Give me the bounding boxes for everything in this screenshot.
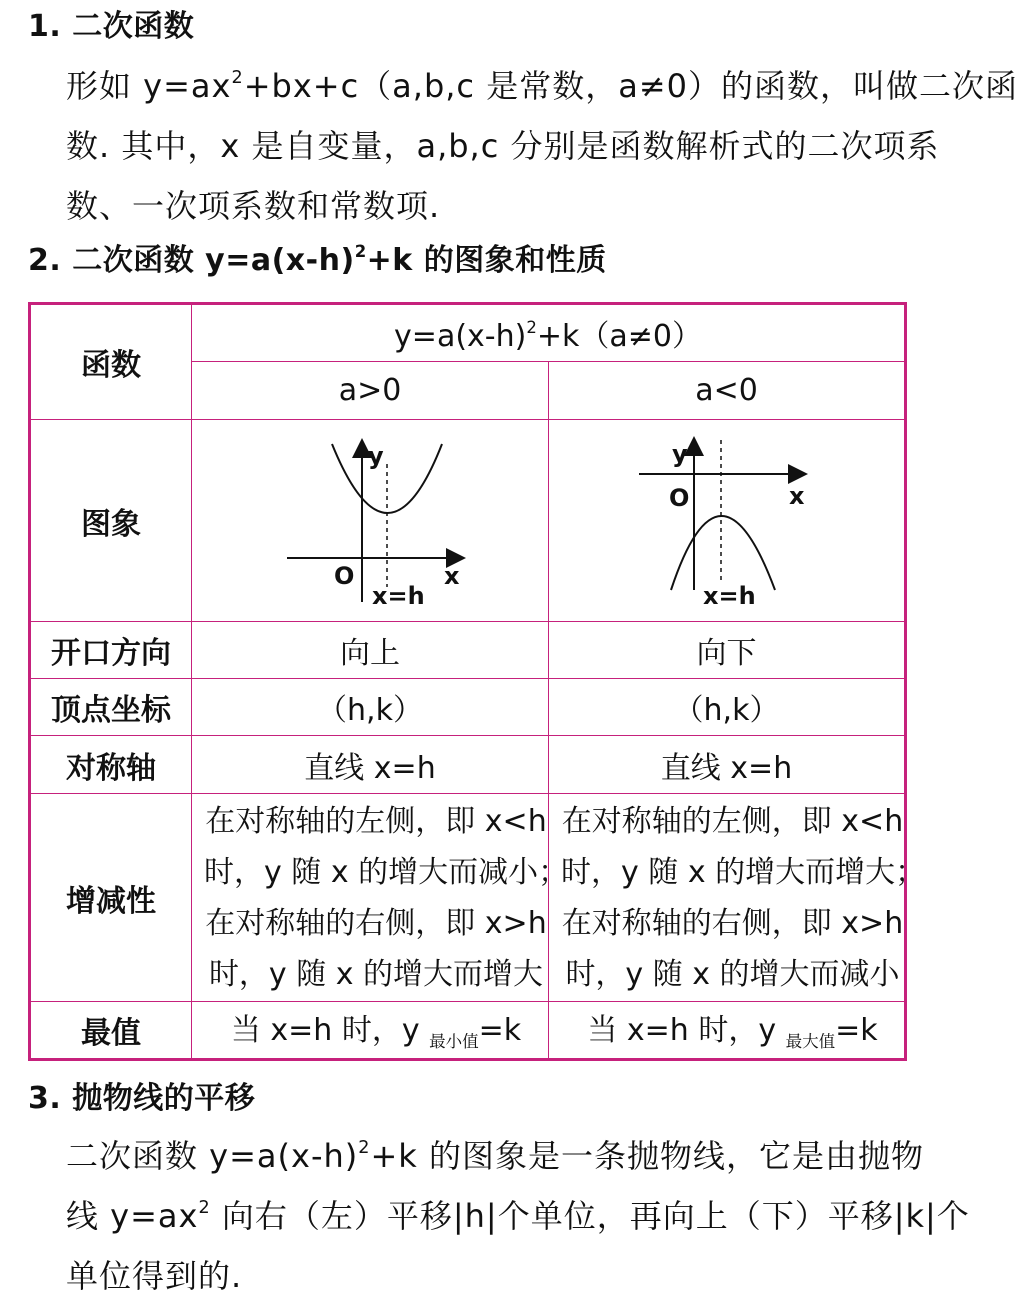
y-axis-label: y	[368, 441, 384, 470]
vertex-negative: （h,k）	[549, 679, 906, 736]
section-1-heading: 1. 二次函数	[28, 9, 195, 44]
monotonic-positive-line-2: 时，y 随 x 的增大而减小；	[204, 854, 569, 890]
row-label-axis: 对称轴	[30, 736, 192, 794]
monotonic-positive-line-4: 时，y 随 x 的增大而增大	[208, 956, 544, 992]
row-label-extreme: 最值	[30, 1002, 192, 1060]
monotonic-negative-line-4: 时，y 随 x 的增大而减小	[565, 956, 900, 992]
y-axis-label: y	[672, 439, 688, 468]
graph-downward-parabola	[549, 420, 906, 622]
monotonic-positive-line-1: 在对称轴的左侧，即 x<h	[205, 803, 547, 839]
section-1-line-3: 数、一次项系数和常数项.	[66, 187, 441, 225]
section-3-line-3: 单位得到的.	[66, 1257, 243, 1295]
symmetry-axis-label: x=h	[703, 581, 756, 610]
section-3-line-2: 线 $y=ax^2$ 向右（左）平移|h|个单位，再向上（下）平移|k|个	[66, 1197, 970, 1235]
x-axis-label: x	[444, 561, 460, 590]
downward-parabola	[671, 516, 775, 590]
origin-label: O	[334, 561, 355, 590]
header-formula: $y=a(x-h)^2+k(a\ne 0)$	[192, 304, 906, 362]
extreme-negative: 当 x=h 时，y $_{最大值}$=k	[549, 1002, 906, 1060]
axis-positive: 直线 x=h	[192, 736, 549, 794]
properties-table	[28, 302, 926, 1061]
section-1-line-2: 数. 其中，x 是自变量，a,b,c 分别是函数解析式的二次项系	[66, 127, 940, 165]
monotonic-positive-line-3: 在对称轴的右侧，即 x>h	[205, 905, 547, 941]
section-3-paragraph	[66, 1126, 970, 1306]
monotonic-negative	[549, 794, 926, 1002]
upward-parabola	[332, 441, 442, 513]
axis-negative: 直线 x=h	[549, 736, 906, 794]
header-a-negative: a<0	[549, 362, 906, 420]
section-3-line-1: 二次函数 $y=a(x-h)^2+k$ 的图象是一条抛物线，它是由抛物	[66, 1137, 925, 1175]
opening-negative: 向下	[549, 622, 906, 679]
symmetry-axis-label: x=h	[372, 581, 425, 610]
header-a-positive: a>0	[192, 362, 549, 420]
section-2-heading: 2. 二次函数 $y=a(x-h)^2+k$ 的图象和性质	[28, 241, 607, 278]
row-label-graph: 图象	[30, 420, 192, 622]
extreme-positive: 当 x=h 时，y $_{最小值}$=k	[192, 1002, 549, 1060]
row-label-vertex: 顶点坐标	[30, 679, 192, 736]
header-function: 函数	[30, 304, 192, 420]
monotonic-negative-line-3: 在对称轴的右侧，即 x>h	[561, 905, 904, 941]
row-label-monotonic: 增减性	[30, 794, 192, 1002]
vertex-positive: （h,k）	[192, 679, 549, 736]
origin-label: O	[669, 483, 690, 512]
graph-upward-parabola	[192, 420, 549, 622]
monotonic-negative-line-2: 时，y 随 x 的增大而增大；	[561, 854, 926, 890]
monotonic-negative-line-1: 在对称轴的左侧，即 x<h	[561, 803, 904, 839]
section-1-line-1: 形如 $y=ax^2+bx+c(a,b,c$ 是常数，a≠0）的函数，叫做二次函	[66, 67, 1018, 105]
row-label-opening: 开口方向	[30, 622, 192, 679]
section-1-paragraph	[66, 56, 1018, 236]
x-axis-label: x	[789, 481, 805, 510]
opening-positive: 向上	[192, 622, 549, 679]
section-3-heading: 3. 抛物线的平移	[28, 1081, 256, 1116]
monotonic-positive	[192, 794, 569, 1002]
